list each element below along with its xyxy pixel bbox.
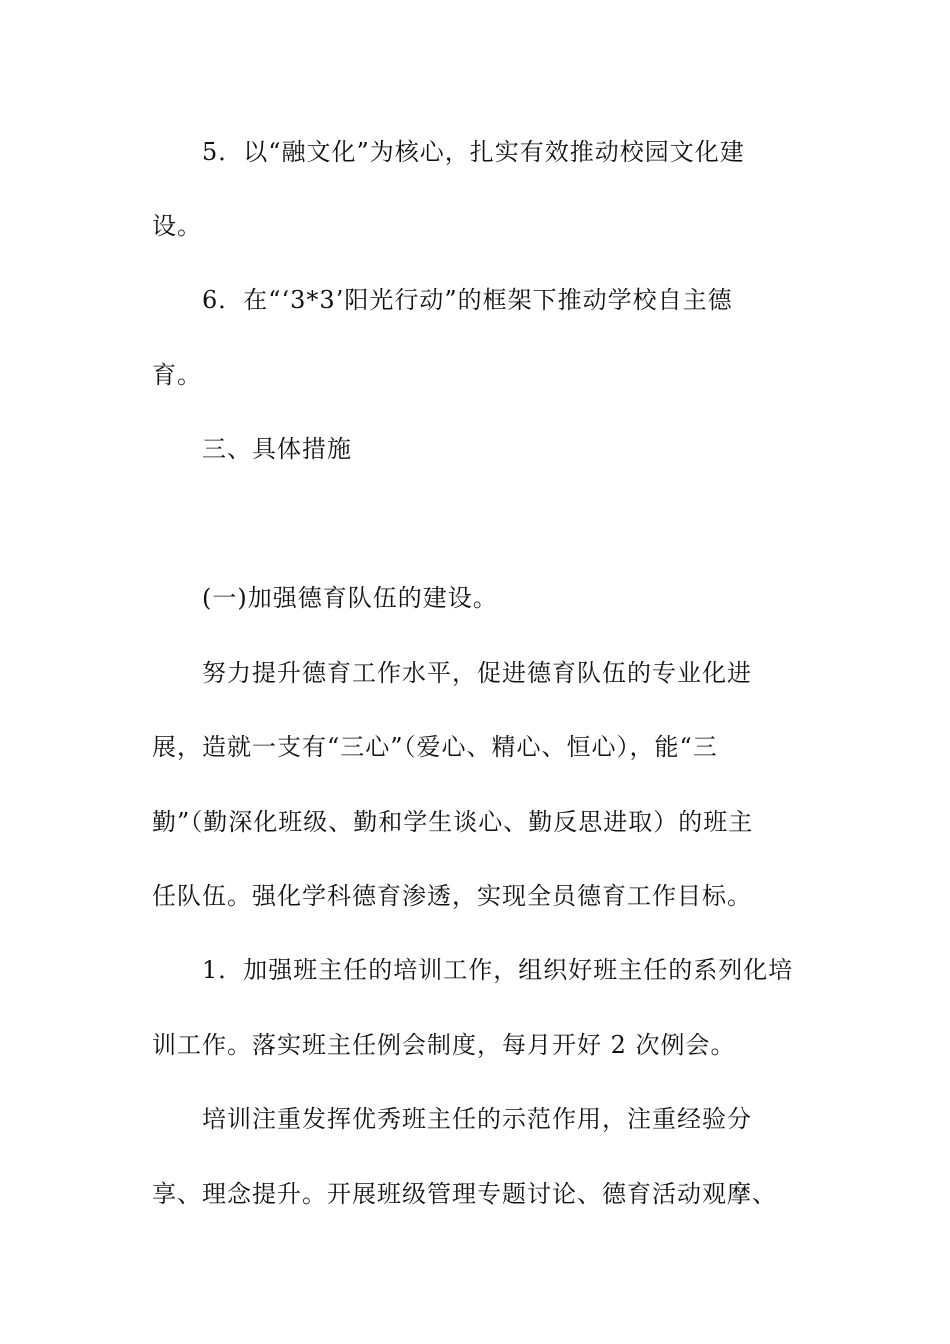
paragraph-line: 享、理念提升。开展班级管理专题讨论、德育活动观摩、 [152,1180,777,1208]
paragraph-line: 训工作。落实班主任例会制度，每月开好 2 次例会。 [152,1031,736,1059]
paragraph-line: 培训注重发挥优秀班主任的示范作用，注重经验分 [202,1105,752,1133]
section-heading: 三、具体措施 [202,435,352,463]
paragraph-line: 1．加强班主任的培训工作，组织好班主任的系列化培 [202,956,794,984]
paragraph-line: 展，造就一支有“三心”（爱心、精心、恒心），能“三 [152,733,718,761]
paragraph-line: 5．以“融文化”为核心，扎实有效推动校园文化建 [202,138,745,166]
paragraph-line: 勤”（勤深化班级、勤和学生谈心、勤反思进取）的班主 [152,808,754,836]
paragraph-line: 6．在“‘3*3’阳光行动”的框架下推动学校自主德 [202,286,733,314]
paragraph-line: 努力提升德育工作水平，促进德育队伍的专业化进 [202,659,752,687]
subsection-heading: (一)加强德育队伍的建设。 [202,584,498,612]
paragraph-line: 育。 [152,361,202,389]
paragraph-line: 任队伍。强化学科德育渗透，实现全员德育工作目标。 [152,882,752,910]
paragraph-line: 设。 [152,212,202,240]
